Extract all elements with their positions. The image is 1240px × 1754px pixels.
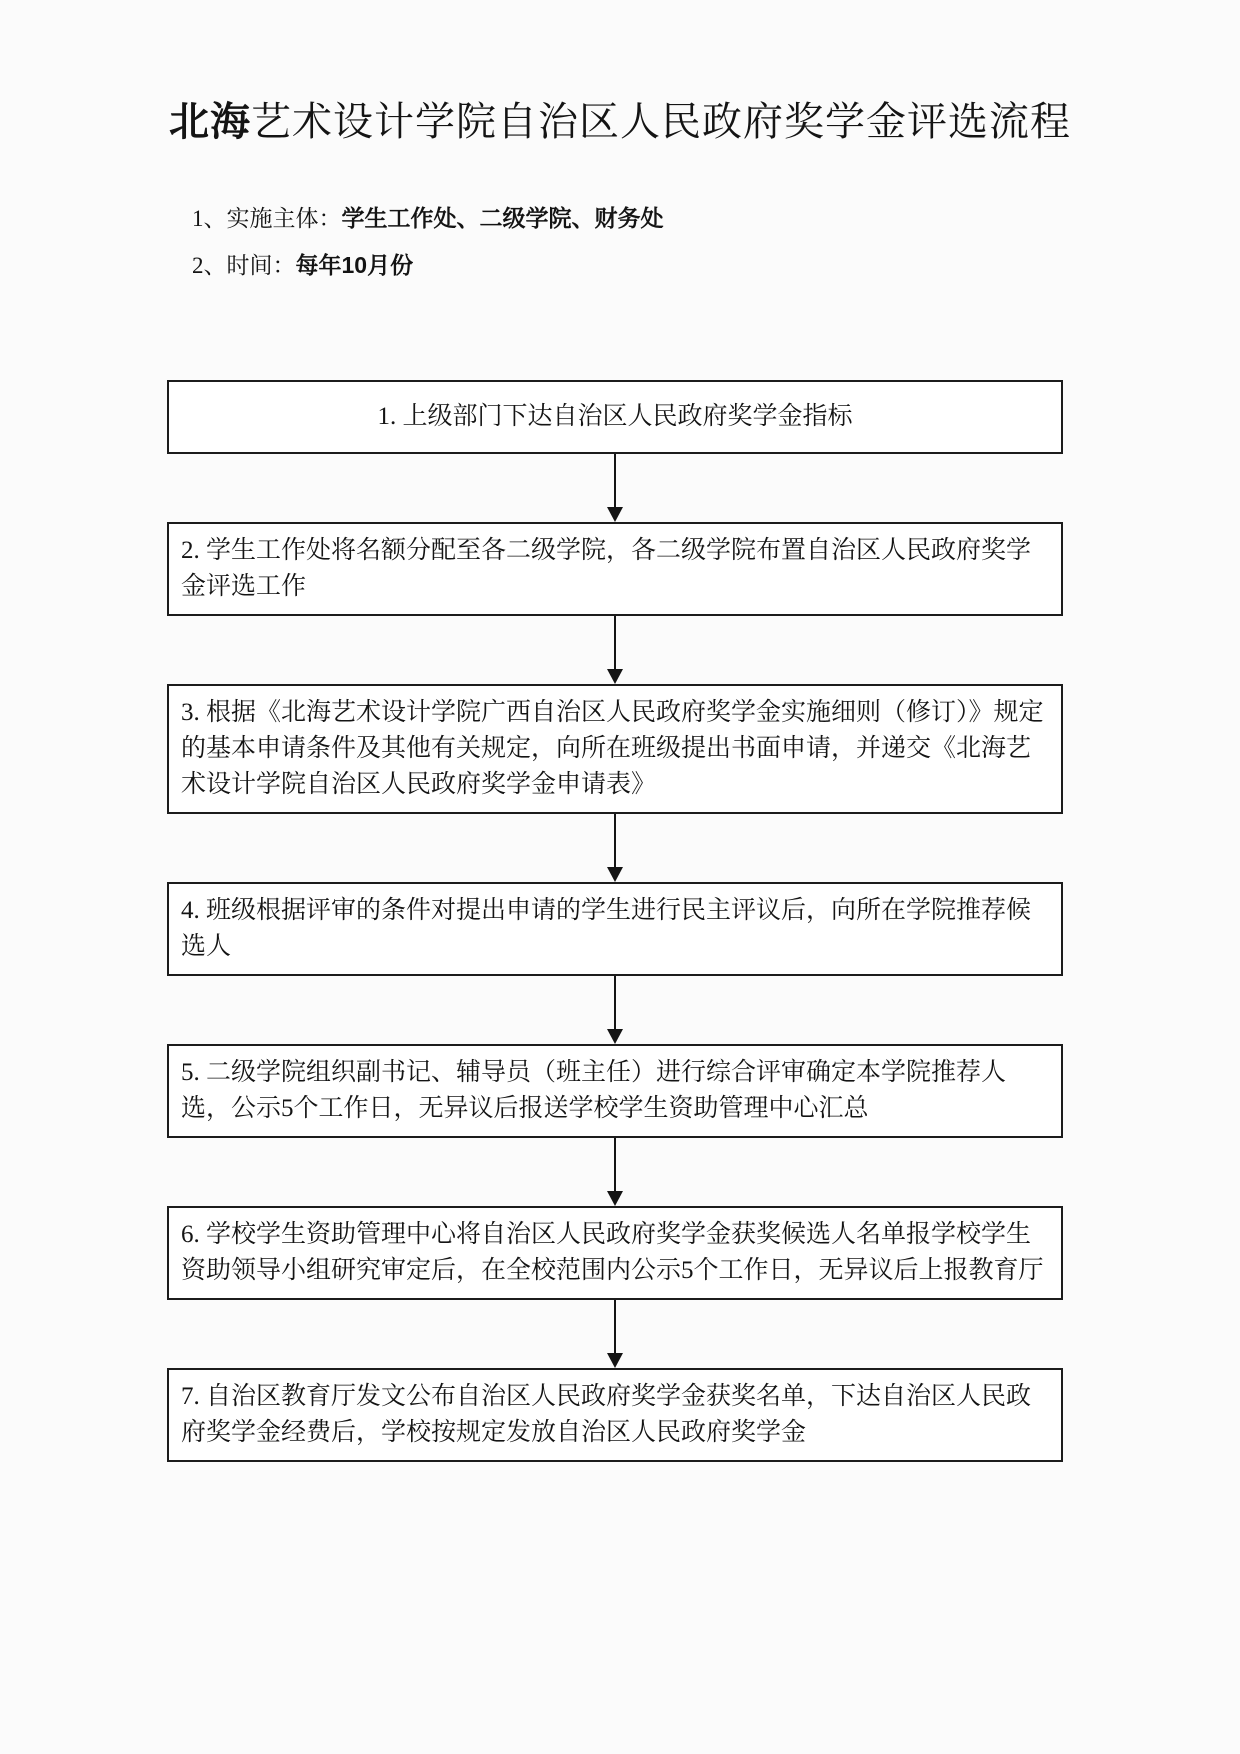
intro-item-value: 每年10月份 xyxy=(295,252,414,278)
intro-item-number: 2、 xyxy=(192,253,227,278)
flow-arrow-3 xyxy=(167,814,1063,882)
arrow-down-icon xyxy=(607,507,623,522)
intro-item-label: 实施主体： xyxy=(226,206,342,231)
flow-arrow-5 xyxy=(167,1138,1063,1206)
arrow-line xyxy=(614,814,616,868)
flow-step-1: 1. 上级部门下达自治区人民政府奖学金指标 xyxy=(167,380,1063,454)
flow-arrow-6 xyxy=(167,1300,1063,1368)
arrow-line xyxy=(614,454,616,508)
flowchart xyxy=(167,380,1063,1462)
flow-step-6: 6. 学校学生资助管理中心将自治区人民政府奖学金获奖候选人名单报学校学生资助领导小组研究审定后，在全校范围内公示5个工作日，无异议后上报教育厅 xyxy=(167,1206,1063,1300)
intro-item-label: 时间： xyxy=(226,253,296,278)
arrow-line xyxy=(614,976,616,1030)
intro-item-number: 1、 xyxy=(192,206,227,231)
page-title-rest-part: 艺术设计学院自治区人民政府奖学金评选流程 xyxy=(251,100,1071,144)
page-title xyxy=(0,98,1240,146)
arrow-down-icon xyxy=(607,1191,623,1206)
intro-item-time xyxy=(192,251,1240,280)
arrow-down-icon xyxy=(607,1353,623,1368)
flow-arrow-2 xyxy=(167,616,1063,684)
intro-list xyxy=(192,204,1240,280)
page-title-bold-part: 北海 xyxy=(169,100,251,144)
arrow-line xyxy=(614,616,616,670)
arrow-down-icon xyxy=(607,867,623,882)
arrow-down-icon xyxy=(607,669,623,684)
arrow-line xyxy=(614,1138,616,1192)
flow-arrow-1 xyxy=(167,454,1063,522)
intro-item-value: 学生工作处、二级学院、财务处 xyxy=(341,205,664,231)
flow-step-7: 7. 自治区教育厅发文公布自治区人民政府奖学金获奖名单，下达自治区人民政府奖学金经费后，学校按规定发放自治区人民政府奖学金 xyxy=(167,1368,1063,1462)
flow-arrow-4 xyxy=(167,976,1063,1044)
arrow-line xyxy=(614,1300,616,1354)
flow-step-3: 3. 根据《北海艺术设计学院广西自治区人民政府奖学金实施细则（修订）》规定的基本申请条件及其他有关规定，向所在班级提出书面申请，并递交《北海艺术设计学院自治区人民政府奖学金申请表》 xyxy=(167,684,1063,814)
flow-step-2: 2. 学生工作处将名额分配至各二级学院，各二级学院布置自治区人民政府奖学金评选工作 xyxy=(167,522,1063,616)
flow-step-4: 4. 班级根据评审的条件对提出申请的学生进行民主评议后，向所在学院推荐候选人 xyxy=(167,882,1063,976)
flow-step-5: 5. 二级学院组织副书记、辅导员（班主任）进行综合评审确定本学院推荐人选，公示5个工作日，无异议后报送学校学生资助管理中心汇总 xyxy=(167,1044,1063,1138)
arrow-down-icon xyxy=(607,1029,623,1044)
intro-item-implementers xyxy=(192,204,1240,233)
